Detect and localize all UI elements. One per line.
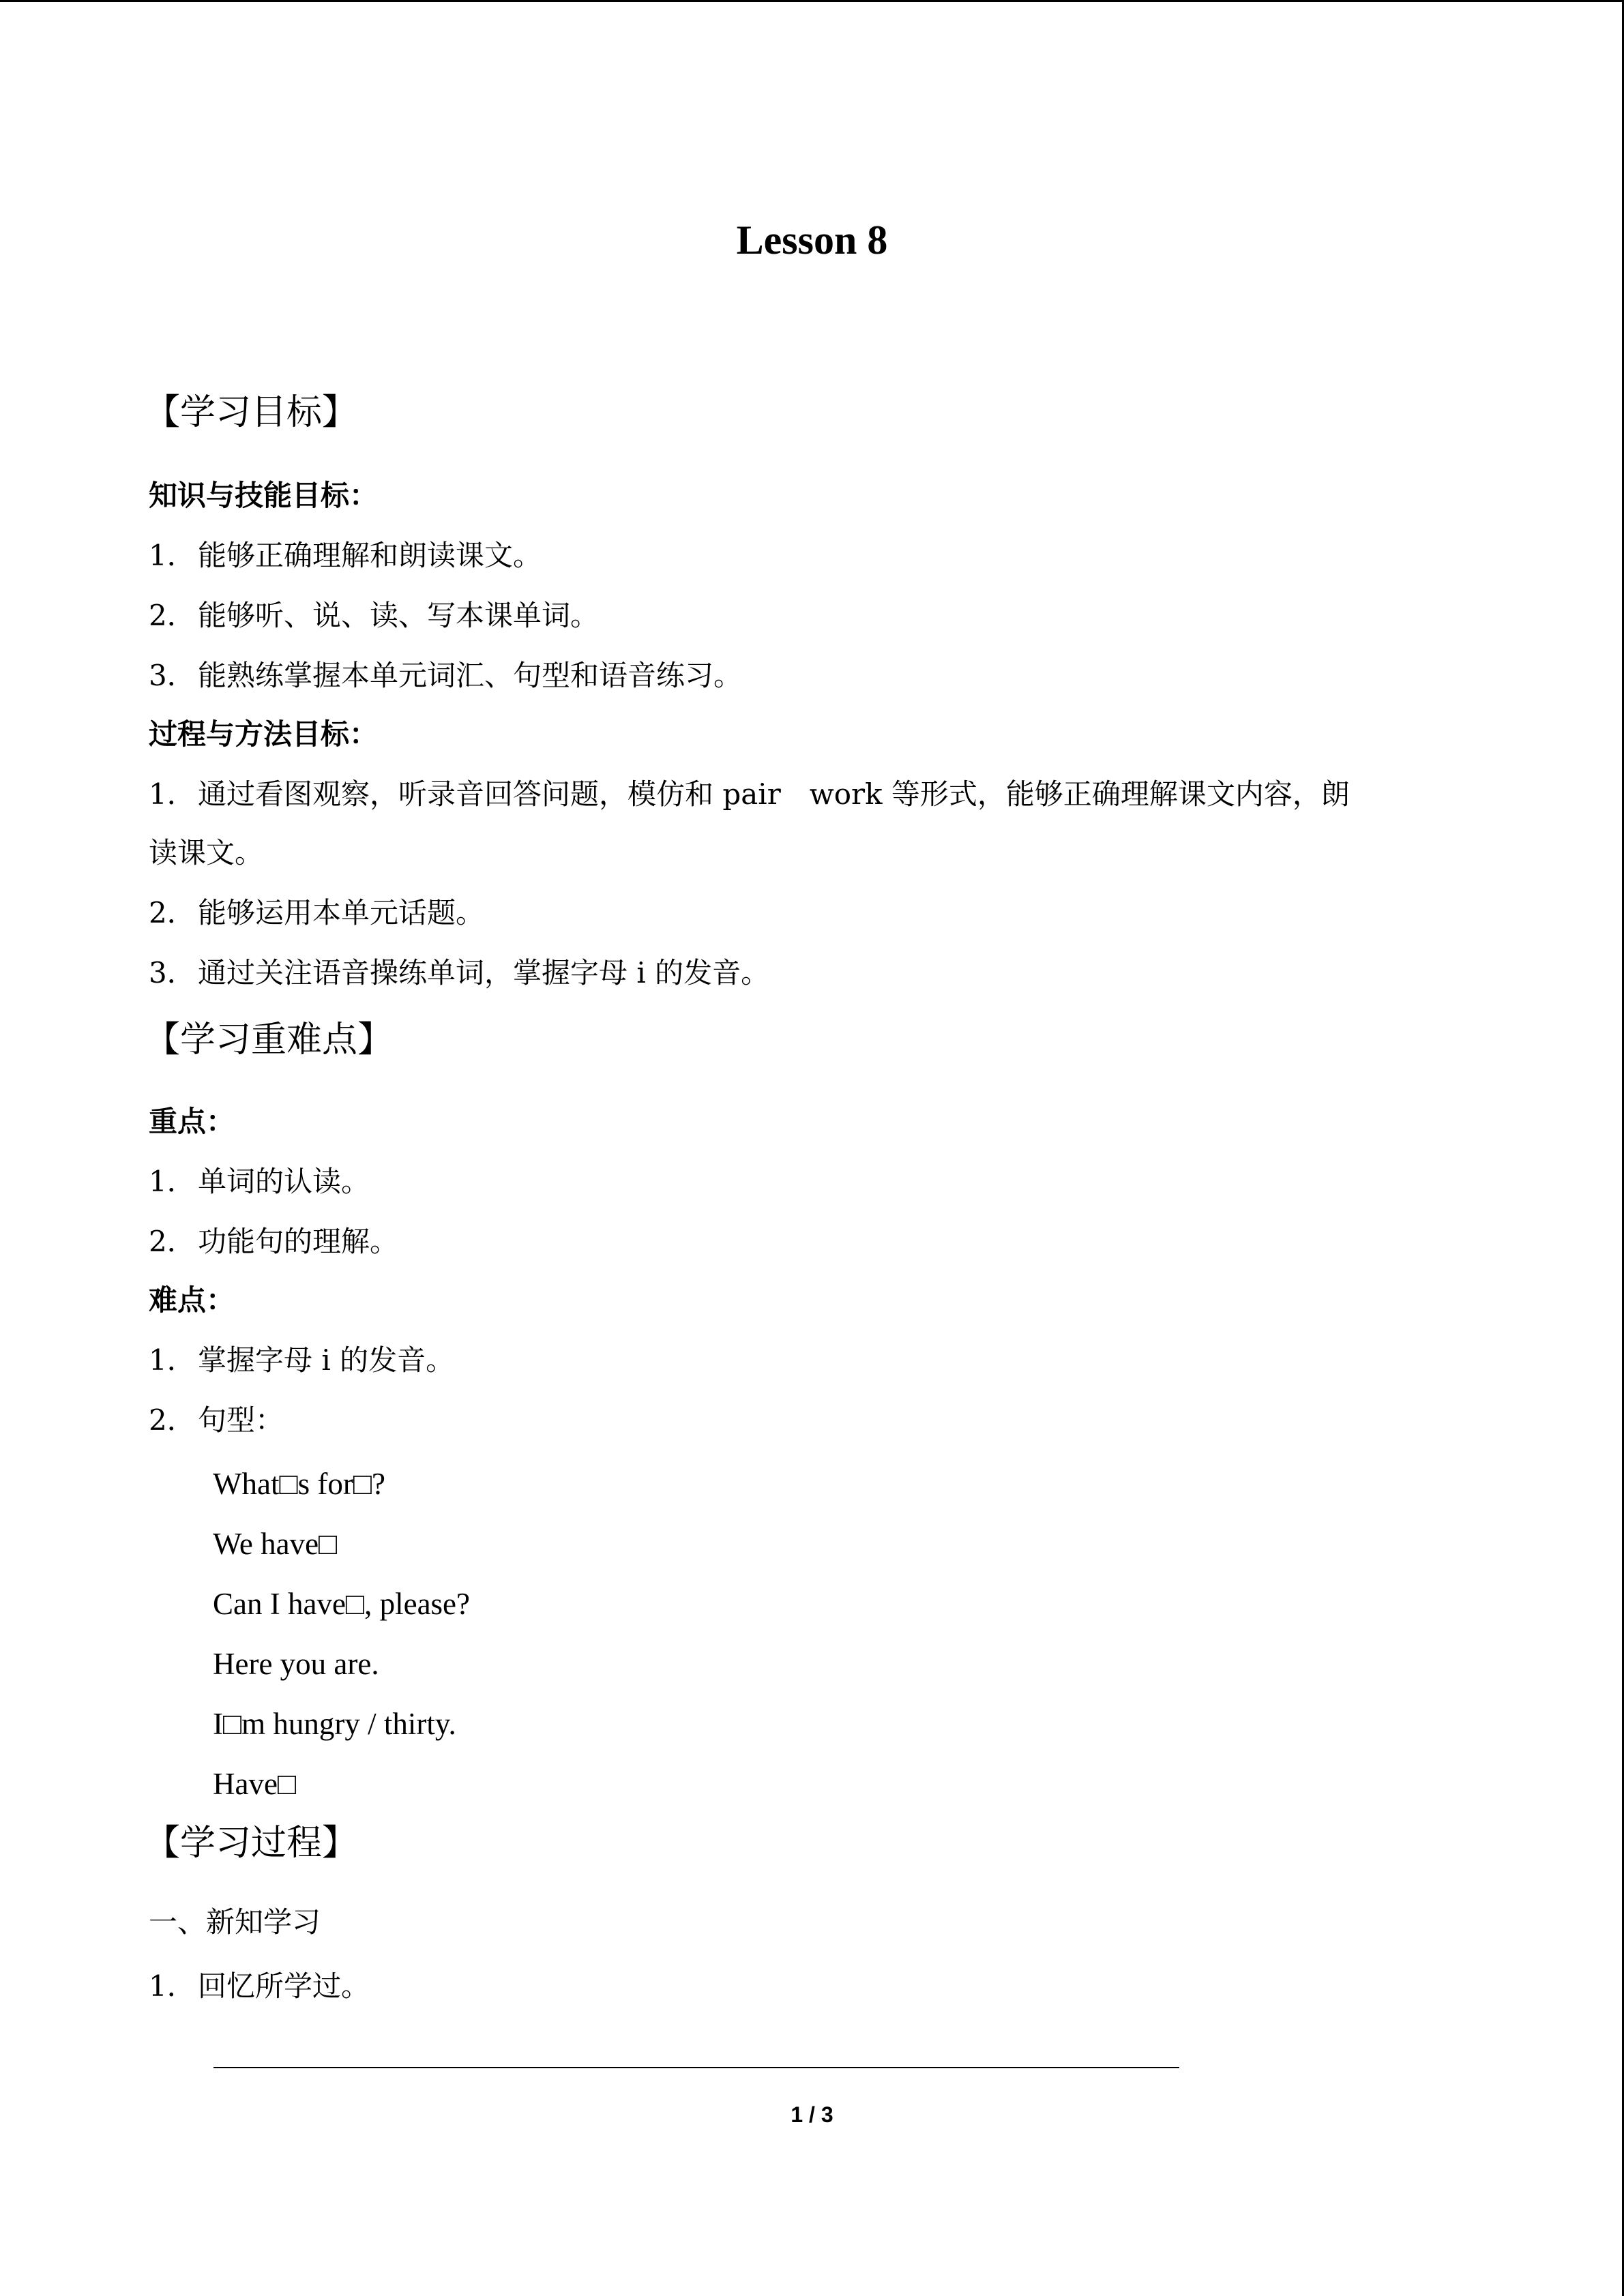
list-item	[149, 657, 742, 695]
item-text: 能够运用本单元话题。	[198, 896, 485, 929]
item-text: 通过看图观察，听录音回答问题，模仿和 pair work 等形式，能够正确理解课文内容，朗	[198, 777, 1350, 811]
list-item	[149, 537, 542, 575]
subheading-focus: 重点：	[149, 1105, 235, 1138]
list-item	[149, 1401, 284, 1440]
sentence-pattern: I□m hungry / thirty.	[213, 1707, 456, 1741]
item-text: 能够听、说、读、写本课单词。	[198, 599, 600, 632]
item-text: 句型：	[198, 1403, 284, 1437]
item-number: 1．	[149, 1343, 196, 1377]
subheading-new-knowledge: 一、新知学习	[149, 1905, 321, 1939]
item-text: 能够正确理解和朗读课文。	[198, 539, 542, 572]
item-number: 2．	[149, 1403, 196, 1437]
item-number: 2．	[149, 896, 196, 929]
item-number: 2．	[149, 1225, 196, 1258]
item-text: 功能句的理解。	[198, 1225, 399, 1258]
section-heading-key-points: 【学习重难点】	[145, 1019, 394, 1060]
subheading-difficult: 难点：	[149, 1283, 235, 1317]
list-item	[149, 954, 769, 992]
page-border-top	[0, 0, 1624, 2]
item-text: 掌握字母 i 的发音。	[198, 1343, 455, 1377]
list-item	[149, 894, 484, 932]
sentence-pattern: Here you are.	[213, 1647, 379, 1681]
item-text: 回忆所学过。	[198, 1969, 370, 2003]
item-number: 1．	[149, 1969, 196, 2003]
sentence-pattern: Have□	[213, 1767, 297, 1801]
item-text: 通过关注语音操练单词，掌握字母 i 的发音。	[198, 956, 770, 989]
sentence-pattern: We have□	[213, 1527, 338, 1561]
item-number: 2．	[149, 599, 196, 632]
list-item	[149, 1967, 370, 2006]
list-item	[149, 1163, 370, 1201]
page-title: Lesson 8	[736, 218, 888, 263]
page-number: 1 / 3	[791, 2102, 833, 2127]
item-number: 3．	[149, 659, 196, 692]
list-item	[149, 1341, 454, 1380]
list-item	[149, 775, 1350, 814]
item-number: 3．	[149, 956, 196, 989]
section-heading-process: 【学习过程】	[145, 1823, 358, 1864]
item-number: 1．	[149, 539, 196, 572]
item-text: 单词的认读。	[198, 1165, 370, 1198]
footer-rule	[213, 2067, 1179, 2068]
subheading-knowledge: 知识与技能目标：	[149, 479, 379, 512]
sentence-pattern: What□s for□?	[213, 1467, 386, 1501]
list-item-continuation: 读课文。	[149, 836, 264, 869]
list-item	[149, 597, 599, 635]
item-number: 1．	[149, 777, 196, 811]
item-number: 1．	[149, 1165, 196, 1198]
list-item	[149, 1223, 398, 1261]
item-text: 能熟练掌握本单元词汇、句型和语音练习。	[198, 659, 743, 692]
subheading-process: 过程与方法目标：	[149, 717, 379, 751]
sentence-pattern: Can I have□, please?	[213, 1587, 471, 1621]
section-heading-objectives: 【学习目标】	[145, 392, 358, 433]
